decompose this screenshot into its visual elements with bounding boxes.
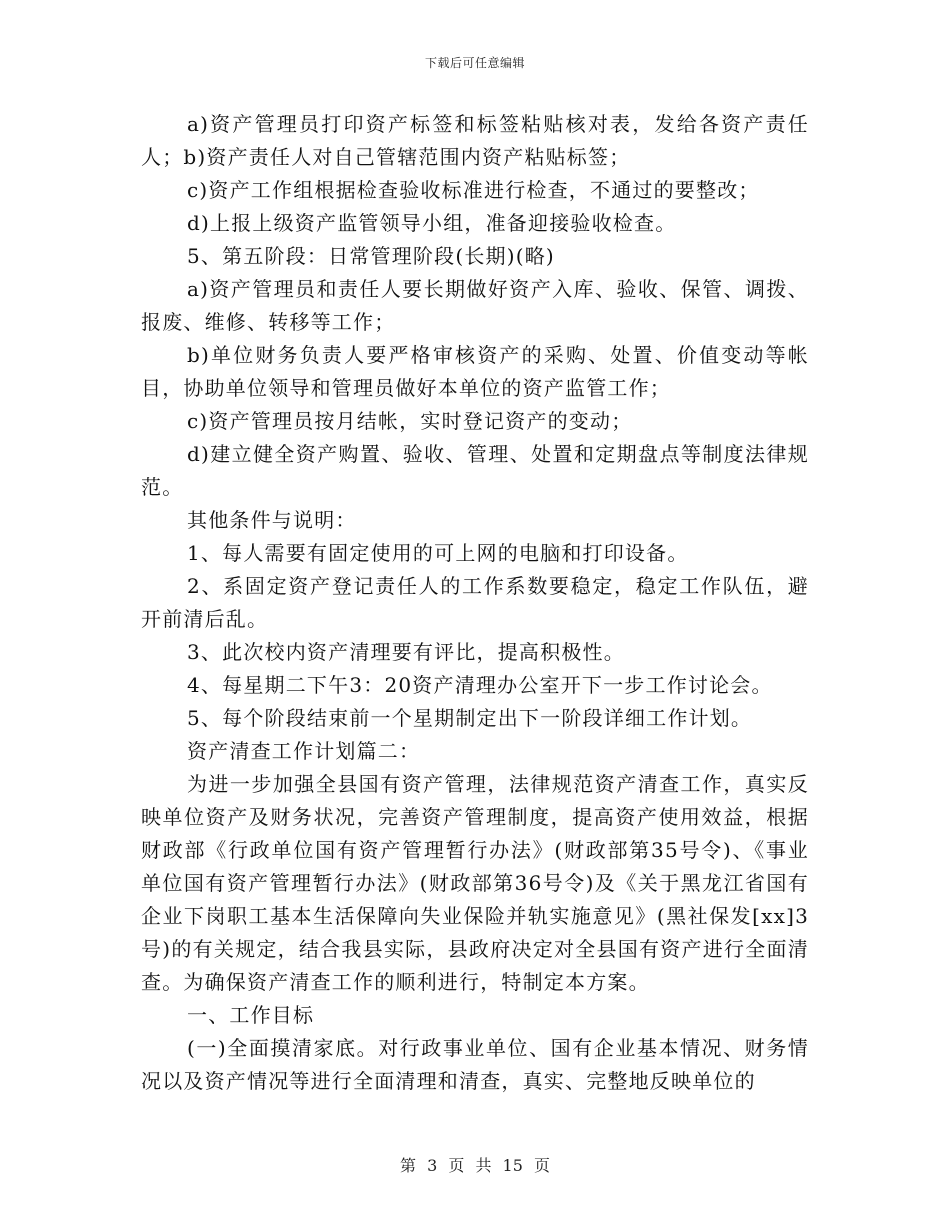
page-number: 第 3 页 共 15 页	[400, 1156, 550, 1175]
paragraph: (一)全面摸清家底。对行政事业单位、国有企业基本情况、财务情况以及资产情况等进行全面清理和清查，真实、完整地反映单位的	[141, 1036, 809, 1093]
paragraph: 5、第五阶段：日常管理阶段(长期)(略)	[187, 244, 555, 268]
paragraph: d)上报上级资产监管领导小组，准备迎接验收检查。	[187, 211, 677, 235]
page-header: 下载后可任意编辑	[424, 56, 525, 70]
document-body	[141, 108, 809, 1098]
section-title: 资产清查工作计划篇二：	[187, 739, 421, 763]
paragraph: 为进一步加强全县国有资产管理，法律规范资产清查工作，真实反映单位资产及财务状况，完善资产管理制度，提高资产使用效益，根据财政部《行政单位国有资产管理暂行办法》(财政部第35号令)、《事业单位国有资产管理暂行办法》(财政部第36号令)及《关于黑龙江省国有企业下岗职工基本生活保障向失业保险并轨实施意见》(黑社保发[xx]3号)的有关规定，结合我县实际，县政府决定对全县国有资产进行全面清查。为确保资产清查工作的顺利进行，特制定本方案。	[141, 772, 809, 994]
paragraph: c)资产管理员按月结帐，实时登记资产的变动；	[187, 409, 633, 433]
paragraph: 2、系固定资产登记责任人的工作系数要稳定，稳定工作队伍，避开前清后乱。	[141, 574, 809, 631]
paragraph: a)资产管理员打印资产标签和标签粘贴核对表，发给各资产责任人；b)资产责任人对自己管辖范围内资产粘贴标签；	[141, 112, 809, 169]
paragraph: 1、每人需要有固定使用的可上网的电脑和打印设备。	[187, 541, 689, 565]
paragraph: a)资产管理员和责任人要长期做好资产入库、验收、保管、调拨、报废、维修、转移等工作；	[141, 277, 809, 334]
section-heading: 一、工作目标	[187, 1003, 315, 1027]
paragraph: 5、每个阶段结束前一个星期制定出下一阶段详细工作计划。	[187, 706, 753, 730]
paragraph: 3、此次校内资产清理要有评比，提高积极性。	[187, 640, 625, 664]
paragraph: 4、每星期二下午3：20资产清理办公室开下一步工作讨论会。	[187, 673, 773, 697]
paragraph: c)资产工作组根据检查验收标准进行检查，不通过的要整改；	[187, 178, 760, 202]
paragraph: d)建立健全资产购置、验收、管理、处置和定期盘点等制度法律规范。	[141, 442, 809, 499]
paragraph: b)单位财务负责人要严格审核资产的采购、处置、价值变动等帐目，协助单位领导和管理员做好本单位的资产监管工作；	[141, 343, 809, 400]
paragraph: 其他条件与说明：	[187, 508, 357, 532]
